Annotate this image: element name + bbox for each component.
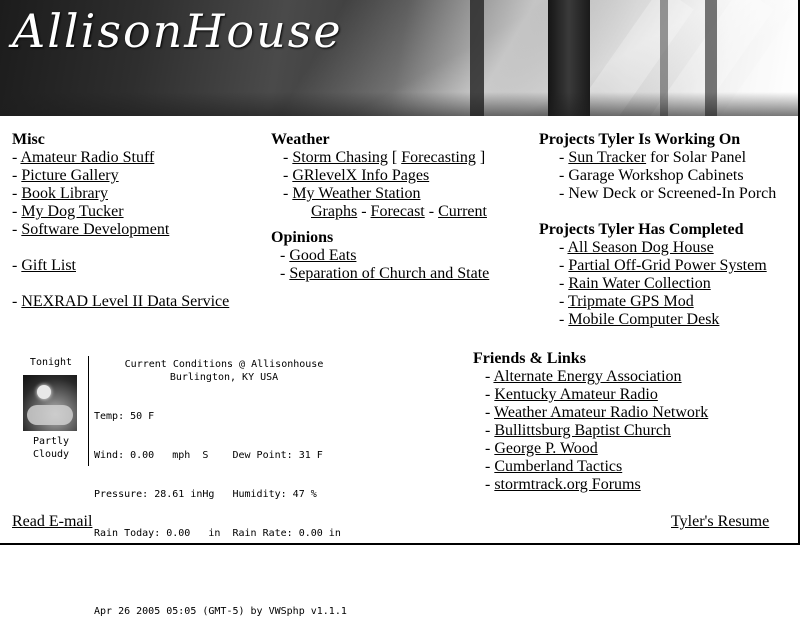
baptist-church-link[interactable]: Bullittsburg Baptist Church [494, 422, 671, 439]
nexrad-link[interactable]: NEXRAD Level II Data Service [21, 293, 230, 310]
software-development-link[interactable]: Software Development [21, 221, 170, 238]
graphs-link[interactable]: Graphs [311, 203, 358, 220]
list-item: - Garage Workshop Cabinets [559, 167, 744, 184]
alternate-energy-link[interactable]: Alternate Energy Association [493, 368, 682, 385]
forest-floor [0, 92, 798, 116]
list-item: - Gift List [12, 257, 76, 274]
header-banner [0, 0, 798, 116]
off-grid-power-link[interactable]: Partial Off-Grid Power System [568, 257, 767, 274]
list-item: - New Deck or Screened-In Porch [559, 185, 777, 202]
forecast-link[interactable]: Forecast [370, 203, 425, 220]
list-item: - Partial Off-Grid Power System [559, 257, 767, 274]
site-logo: AllisonHouse [12, 4, 343, 58]
list-item: - My Dog Tucker [12, 203, 124, 220]
projects-working-heading: Projects Tyler Is Working On [539, 131, 741, 148]
list-item: - Sun Tracker for Solar Panel [559, 149, 747, 166]
gift-list-link[interactable]: Gift List [21, 257, 76, 274]
list-item: - Book Library [12, 185, 108, 202]
list-item: - All Season Dog House [559, 239, 714, 256]
forecast-panel [22, 356, 80, 461]
current-link[interactable]: Current [438, 203, 487, 220]
pressure: Pressure: 28.61 inHg Humidity: 47 % [94, 489, 317, 500]
list-item: - Cumberland Tactics [485, 458, 623, 475]
list-item: - Separation of Church and State [280, 265, 490, 282]
storm-chasing-link[interactable]: Storm Chasing [292, 149, 388, 166]
rain-water-link[interactable]: Rain Water Collection [568, 275, 711, 292]
list-item: - Good Eats [280, 247, 357, 264]
grlevelx-link[interactable]: GRlevelX Info Pages [292, 167, 430, 184]
forecast-period: Tonight [29, 357, 73, 368]
projects-completed-heading: Projects Tyler Has Completed [539, 221, 744, 238]
list-item: - Rain Water Collection [559, 275, 711, 292]
sun-tracker-link[interactable]: Sun Tracker [568, 149, 647, 166]
cumberland-tactics-link[interactable]: Cumberland Tactics [494, 458, 623, 475]
list-item: - George P. Wood [485, 440, 598, 457]
dog-tucker-link[interactable]: My Dog Tucker [21, 203, 124, 220]
list-item: - Storm Chasing [ Forecasting ] [283, 149, 486, 166]
rain: Rain Today: 0.00 in Rain Rate: 0.00 in [94, 528, 341, 539]
wind: Wind: 0.00 mph S Dew Point: 31 F [94, 450, 323, 461]
church-state-link[interactable]: Separation of Church and State [289, 265, 490, 282]
list-item: - Weather Amateur Radio Network [485, 404, 709, 421]
list-item: - NEXRAD Level II Data Service [12, 293, 230, 310]
temperature: Temp: 50 F [94, 411, 155, 422]
good-eats-link[interactable]: Good Eats [289, 247, 357, 264]
list-item: - Kentucky Amateur Radio [485, 386, 658, 403]
list-item: - My Weather Station [283, 185, 421, 202]
list-item: - stormtrack.org Forums [485, 476, 641, 493]
book-library-link[interactable]: Book Library [21, 185, 108, 202]
list-item: - Bullittsburg Baptist Church [485, 422, 671, 439]
list-item: - Picture Gallery [12, 167, 119, 184]
friends-column [473, 350, 708, 494]
weather-station-sublinks: Graphs - Forecast - Current [311, 203, 487, 220]
weather-heading: Weather [271, 131, 330, 148]
list-item: - GRlevelX Info Pages [283, 167, 430, 184]
projects-column [539, 131, 776, 329]
list-item: - Software Development [12, 221, 170, 238]
amateur-radio-link[interactable]: Amateur Radio Stuff [20, 149, 155, 166]
list-item: - Amateur Radio Stuff [12, 149, 155, 166]
list-item: - Tripmate GPS Mod [559, 293, 694, 310]
read-email-link[interactable]: Read E-mail [12, 513, 93, 530]
conditions-divider [88, 356, 89, 466]
forecasting-link[interactable]: Forecasting [401, 149, 476, 166]
opinions-heading: Opinions [271, 229, 334, 246]
tripmate-gps-link[interactable]: Tripmate GPS Mod [568, 293, 694, 310]
weather-column [271, 131, 489, 283]
george-wood-link[interactable]: George P. Wood [494, 440, 598, 457]
computer-desk-link[interactable]: Mobile Computer Desk [568, 311, 720, 328]
forecast-text-line2: Cloudy [32, 449, 70, 460]
partly-cloudy-night-icon [23, 375, 77, 431]
kentucky-radio-link[interactable]: Kentucky Amateur Radio [494, 386, 658, 403]
resume-link[interactable]: Tyler's Resume [671, 513, 770, 530]
conditions-title: Current Conditions @ Allisonhouse Burlington, KY USA [124, 359, 324, 383]
conditions-timestamp: Apr 26 2005 05:05 (GMT-5) by VWSphp v1.1.1 [94, 606, 347, 617]
misc-column [12, 131, 229, 311]
weather-radio-network-link[interactable]: Weather Amateur Radio Network [494, 404, 709, 421]
weather-station-link[interactable]: My Weather Station [292, 185, 421, 202]
conditions-data [94, 384, 347, 644]
dog-house-link[interactable]: All Season Dog House [567, 239, 714, 256]
list-item: - Alternate Energy Association [485, 368, 682, 385]
picture-gallery-link[interactable]: Picture Gallery [21, 167, 119, 184]
misc-heading: Misc [12, 131, 45, 148]
forecast-text-line1: Partly [32, 436, 70, 447]
list-item: - Mobile Computer Desk [559, 311, 720, 328]
friends-heading: Friends & Links [473, 350, 586, 367]
stormtrack-link[interactable]: stormtrack.org Forums [494, 476, 641, 493]
